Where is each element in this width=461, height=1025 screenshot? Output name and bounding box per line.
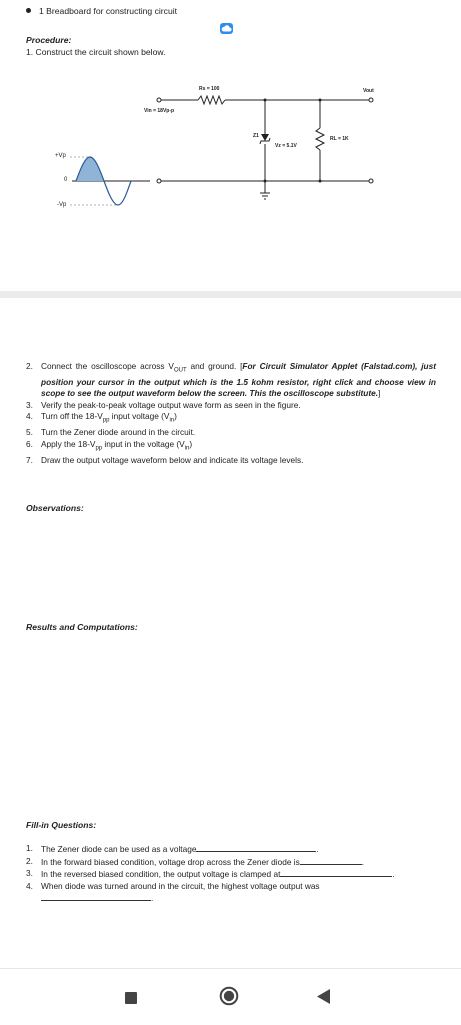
- vout-terminal-bottom: [369, 179, 373, 183]
- rl-resistor: [316, 128, 324, 150]
- step-4: 4. Turn off the $18-V_{pp}$ input voltage $(V_{in})$: [26, 411, 177, 424]
- rs-label: Rs = 100: [199, 86, 220, 92]
- vin-label: Vin = 18Vp-p: [144, 108, 175, 114]
- triangle-back-icon[interactable]: [316, 988, 332, 1005]
- rl-label: RL = 1K: [330, 136, 349, 142]
- page-divider: [0, 291, 461, 298]
- vout-terminal-top: [369, 98, 373, 102]
- step-7: 7. Draw the output voltage waveform below and indicate its voltage levels.: [26, 454, 304, 465]
- answer-blank[interactable]: [41, 892, 151, 901]
- vp-minus-label: -Vp: [57, 202, 67, 208]
- circuit-diagram: [0, 0, 461, 240]
- step-6: 6. Apply the $18-V_{pp}$ input in the voltage $(V_{in})$: [26, 438, 193, 452]
- vin-terminal-bottom: [157, 179, 161, 183]
- procedure-step-1: 1. Construct the circuit shown below.: [26, 47, 166, 57]
- procedure-heading: Procedure:: [26, 35, 72, 45]
- z1-label: Z1: [253, 133, 259, 139]
- zener-diode: [261, 134, 269, 141]
- zero-label: 0: [64, 177, 68, 183]
- observations-heading: Observations:: [26, 503, 84, 513]
- square-icon[interactable]: [125, 992, 137, 1004]
- question-2: 2. In the forward biased condition, voltage drop across the Zener diode is .: [26, 855, 365, 867]
- bullet-text: 1 Breadboard for constructing circuit: [39, 6, 178, 16]
- procedure-steps: [26, 361, 436, 466]
- fill-in-questions: [26, 843, 436, 905]
- vp-plus-label: +Vp: [55, 153, 66, 159]
- answer-blank[interactable]: [196, 843, 316, 852]
- vz-label: Vz = 5.1V: [275, 143, 297, 149]
- step-3: 3. Verify the peak-to-peak voltage output wave form as seen in the figure.: [26, 399, 301, 410]
- answer-blank[interactable]: [300, 856, 362, 865]
- step-5: 5. Turn the Zener diode around in the circuit.: [26, 427, 196, 438]
- fill-in-heading: Fill-in Questions:: [26, 820, 97, 830]
- circle-home-icon[interactable]: [219, 986, 239, 1006]
- question-1: 1. The Zener diode can be used as a voltage .: [26, 843, 319, 854]
- question-4: 4. When diode was turned around in the circuit, the highest voltage output was .: [26, 880, 320, 904]
- step-2: 2. Connect the oscilloscope across $V_{OUT}$ and ground. [For Circuit Simulator Applet (Falstad.com), just position your cursor in the output which is the 1.5 kohm resistor, right click and choose view in scope to see the output waveform below the screen. This the oscilloscope substitute.]: [26, 361, 436, 399]
- question-3: 3. In the reversed biased condition, the output voltage is clamped at .: [26, 868, 395, 880]
- vin-terminal-top: [157, 98, 161, 102]
- vout-label: Vout: [363, 88, 374, 94]
- results-heading: Results and Computations:: [26, 622, 138, 632]
- answer-blank[interactable]: [280, 868, 392, 877]
- rs-resistor: [198, 96, 225, 104]
